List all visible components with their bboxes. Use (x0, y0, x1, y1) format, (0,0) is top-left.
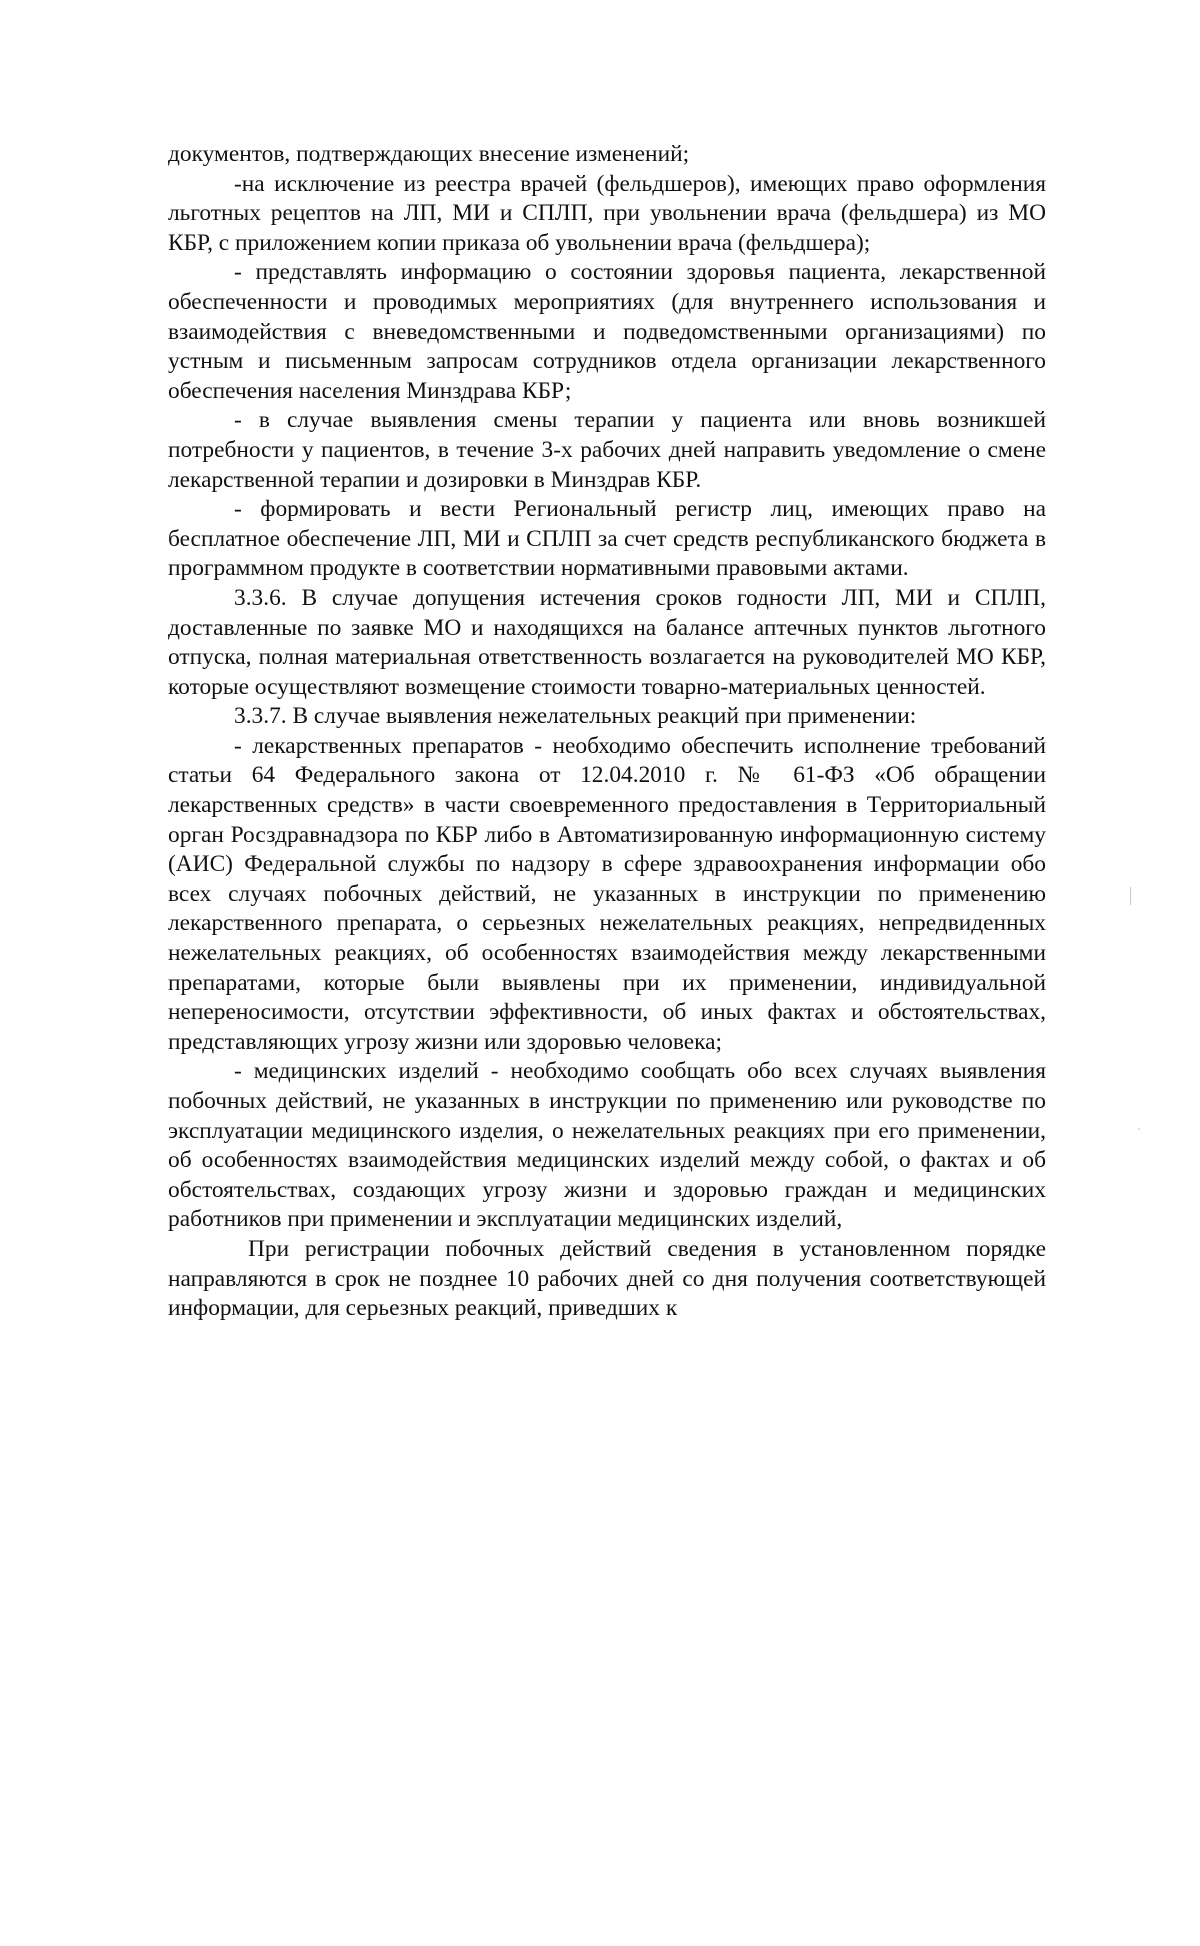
paragraph-5: - формировать и вести Региональный регистр лиц, имеющих право на бесплатное обеспечение ЛП, МИ и СПЛП за счет средств республиканского бюджета в программном продукте в соответствии нормативными правовыми актами. (168, 496, 1046, 582)
scan-artifact-dot (1138, 1128, 1140, 1130)
document-body (168, 140, 1046, 1324)
paragraph-10: При регистрации побочных действий сведения в установленном порядке направляются в срок не позднее 10 рабочих дней со дня получения соответствующей информации, для серьезных реакций, приведших к (168, 1235, 1046, 1322)
paragraph-1: документов, подтверждающих внесение изменений; (168, 141, 690, 167)
paragraph-6: 3.3.6. В случае допущения истечения сроков годности ЛП, МИ и СПЛП, доставленные по заявке МО и находящихся на балансе аптечных пунктов льготного отпуска, полная материальная ответственность возлагается на руководителей МО КБР, которые осуществляют возмещение стоимости товарно-материальных ценностей. (168, 584, 1046, 700)
paragraph-3: - представлять информацию о состоянии здоровья пациента, лекарственной обеспеченности и проводимых мероприятиях (для внутреннего использования и взаимодействия с вневедомственными и подведомственными организациями) по устным и письменным запросам сотрудников отдела организации лекарственного обеспечения населения Минздрава КБР; (168, 259, 1046, 404)
paragraph-9: - медицинских изделий - необходимо сообщать обо всех случаях выявления побочных действий, не указанных в инструкции по применению или руководстве по эксплуатации медицинского изделия, о нежелательных реакциях при его применении, об особенностях взаимодействия медицинских изделий между собой, о фактах и об обстоятельствах, создающих угрозу жизни и здоровью граждан и медицинских работников при применении и эксплуатации медицинских изделий, (168, 1058, 1046, 1233)
paragraph-8: - лекарственных препаратов - необходимо обеспечить исполнение требований статьи 64 Федерального закона от 12.04.2010 г. № 61-ФЗ «Об обращении лекарственных средств» в части своевременного предоставления в Территориальный орган Росздравнадзора по КБР либо в Автоматизированную информационную систему (АИС) Федеральной службы по надзору в сфере здравоохранения информации обо всех случаях побочных действий, не указанных в инструкции по применению лекарственного препарата, о серьезных нежелательных реакциях, непредвиденных нежелательных реакциях, об особенностях взаимодействия между лекарственными препаратами, которые были выявлены при их применении, индивидуальной непереносимости, отсутствии эффективности, об иных фактах и обстоятельствах, представляющих угрозу жизни или здоровью человека; (168, 732, 1046, 1055)
scan-artifact-line (1130, 887, 1131, 905)
paragraph-7: 3.3.7. В случае выявления нежелательных реакций при применении: (234, 703, 917, 730)
paragraph-2: -на исключение из реестра врачей (фельдшеров), имеющих право оформления льготных рецептов на ЛП, МИ и СПЛП, при увольнении врача (фельдшера) из МО КБР, с приложением копии приказа об увольнении врача (фельдшера); (168, 170, 1046, 256)
paragraph-4: - в случае выявления смены терапии у пациента или вновь возникшей потребности у пациентов, в течение 3-х рабочих дней направить уведомление о смене лекарственной терапии и дозировки в Минздрав КБР. (168, 407, 1046, 493)
